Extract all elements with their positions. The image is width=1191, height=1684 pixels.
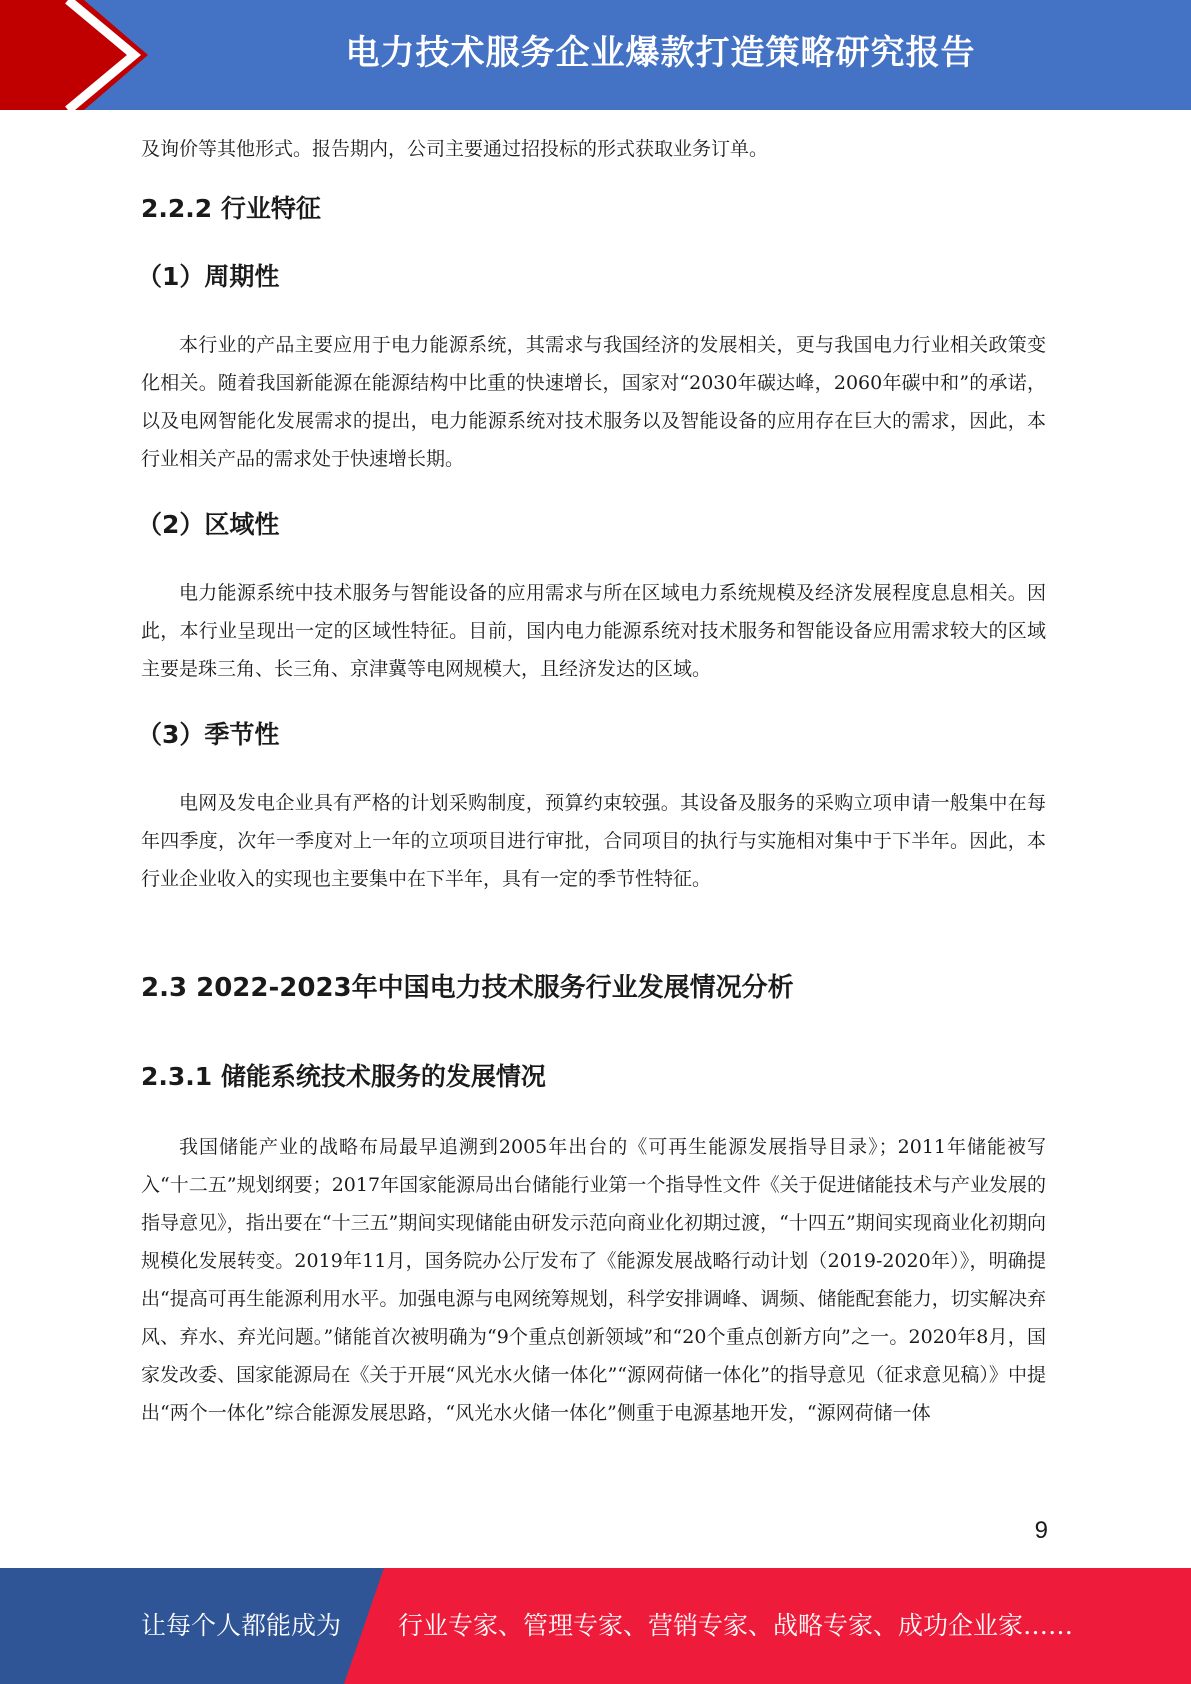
- page-footer: [0, 1568, 1191, 1684]
- paragraph-region: 电力能源系统中技术服务与智能设备的应用需求与所在区域电力系统规模及经济发展程度息息相关。因此，本行业呈现出一定的区域性特征。目前，国内电力能源系统对技术服务和智能设备应用需求较大的区域主要是珠三角、长三角、京津冀等电网规模大，且经济发达的区域。: [141, 582, 1046, 680]
- report-title: 电力技术服务企业爆款打造策略研究报告: [345, 33, 976, 73]
- paragraph-continuation: 及询价等其他形式。报告期内，公司主要通过招投标的形式获取业务订单。: [141, 138, 769, 160]
- footer-slogan-left: 让每个人都能成为: [141, 1611, 342, 1640]
- subsection-heading-season: （3）季节性: [137, 720, 280, 749]
- page-number: 9: [1034, 1517, 1048, 1544]
- footer-slogan-right: 行业专家、管理专家、营销专家、战略专家、成功企业家……: [398, 1611, 1074, 1640]
- document-body: [137, 130, 1046, 1432]
- subsection-heading-cycle: （1）周期性: [137, 262, 280, 291]
- section-heading-2-3: 2.3 2022-2023年中国电力技术服务行业发展情况分析: [141, 973, 794, 1003]
- paragraph-storage: 我国储能产业的战略布局最早追溯到2005年出台的《可再生能源发展指导目录》；2011年储能被写入“十二五”规划纲要；2017年国家能源局出台储能行业第一个指导性文件《关于促进储能技术与产业发展的指导意见》，指出要在“十三五”期间实现储能由研发示范向商业化初期过渡，“十四五”期间实现商业化初期向规模化发展转变。2019年11月，国务院办公厅发布了《能源发展战略行动计划（2019-2020年）》，明确提出“提高可再生能源利用水平。加强电源与电网统筹规划，科学安排调峰、调频、储能配套能力，切实解决弃风、弃水、弃光问题。”储能首次被明确为“9个重点创新领域”和“20个重点创新方向”之一。2020年8月，国家发改委、国家能源局在《关于开展“风光水火储一体化”“源网荷储一体化”的指导意见（征求意见稿）》中提出“两个一体化”综合能源发展思路，“风光水火储一体化”侧重于电源基地开发，“源网荷储一体: [141, 1136, 1046, 1424]
- paragraph-cycle: 本行业的产品主要应用于电力能源系统，其需求与我国经济的发展相关，更与我国电力行业相关政策变化相关。随着我国新能源在能源结构中比重的快速增长，国家对“2030年碳达峰，2060年碳中和”的承诺，以及电网智能化发展需求的提出，电力能源系统对技术服务以及智能设备的应用存在巨大的需求，因此，本行业相关产品的需求处于快速增长期。: [141, 334, 1046, 470]
- section-heading-2-2-2: 2.2.2 行业特征: [141, 194, 321, 223]
- section-heading-2-3-1: 2.3.1 储能系统技术服务的发展情况: [141, 1062, 546, 1091]
- page-header: [0, 0, 1191, 110]
- subsection-heading-region: （2）区域性: [137, 510, 280, 539]
- paragraph-season: 电网及发电企业具有严格的计划采购制度，预算约束较强。其设备及服务的采购立项申请一般集中在每年四季度，次年一季度对上一年的立项项目进行审批，合同项目的执行与实施相对集中于下半年。因此，本行业企业收入的实现也主要集中在下半年，具有一定的季节性特征。: [141, 792, 1046, 890]
